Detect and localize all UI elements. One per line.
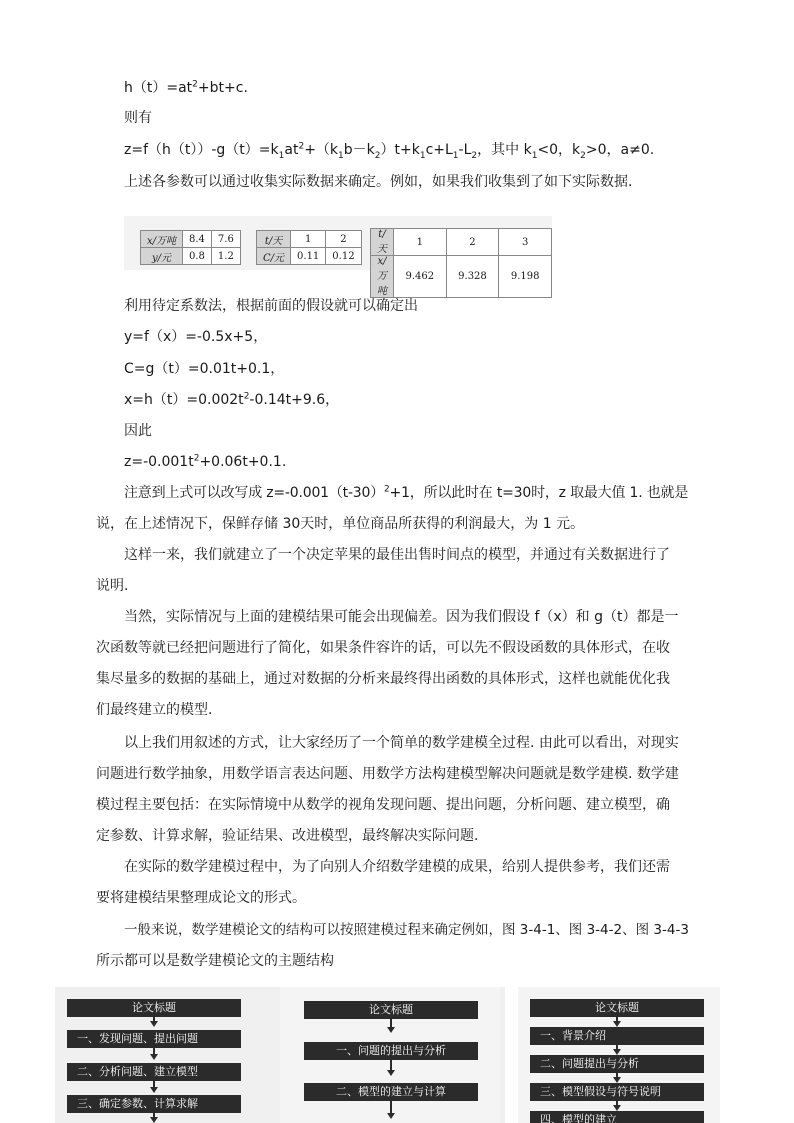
paragraph-paper: 在实际的数学建模过程中，为了向别人介绍数学建模的成果，给别人提供参考，我们还需 [124,859,670,875]
flow-box: 三、模型假设与符号说明 [530,1083,704,1101]
paragraph-summary: 以上我们用叙述的方式，让大家经历了一个简单的数学建模全过程. 由此可以看出，对现实 [124,735,679,751]
paragraph-method: 利用待定系数法，根据前面的假设就可以确定出 [124,298,418,314]
table-x-y [140,230,241,265]
flow-diagram-2 [280,987,500,1123]
flow-box: 一、发现问题、提出问题 [67,1030,241,1048]
equation-z: $z=-0.001t^2+0.06t+0.1$. [124,453,287,470]
formula-h: $h(t)=at^2+bt+c$. [124,79,248,96]
equation-x: $x=h(t)=0.002t^2-0.14t+9.6$， [124,391,340,408]
equation-c: C=g（t）=0.01t+0.1， [124,361,285,377]
paragraph-note-2: 说，在上述情况下，保鲜存储 30天时，单位商品所获得的利润最大，为 1 元。 [96,516,585,532]
table-cell: 3 [499,229,552,256]
paragraph-paper-2: 要将建模结果整理成论文的形式。 [96,890,306,906]
flow-box-title: 论文标题 [304,1001,478,1019]
table-header: x/万吨 [371,256,394,298]
table-cell: 1 [394,229,447,256]
paragraph-structure-2: 所示都可以是数学建模论文的主题结构 [96,953,334,969]
table-t-x [370,228,552,298]
table-header: y/元 [141,248,183,265]
table-header: x/万吨 [141,231,183,248]
down-arrow-icon [150,1117,158,1123]
table-header: C/元 [257,248,291,265]
paragraph-deviation-3: 集尽量多的数据的基础上，通过对数据的分析来最终得出函数的具体形式，这样也就能优化我 [96,671,670,687]
table-header: t/天 [371,229,394,256]
table-cell: 9.198 [499,256,552,298]
flow-box: 一、背景介绍 [530,1027,704,1045]
paragraph-deviation-2: 次函数等就已经把问题进行了简化，如果条件容许的话，可以先不假设函数的具体形式，在收 [96,640,670,656]
paragraph-structure: 一般来说，数学建模论文的结构可以按照建模过程来确定例如，图 3-4-1、图 3-4-2、图 3-4-3 [124,922,689,938]
table-cell: 1.2 [211,248,240,265]
table-cell: 0.11 [291,248,326,265]
table-cell: 0.12 [326,248,361,265]
flow-box: 三、确定参数、计算求解 [67,1095,241,1113]
flow-box: 二、问题提出与分析 [530,1055,704,1073]
table-cell: 2 [446,229,499,256]
table-t-c [256,230,362,265]
paragraph-deviation: 当然，实际情况与上面的建模结果可能会出现偏差。因为我们假设 f（x）和 g（t）都是一 [124,609,679,625]
down-arrow-icon [150,1054,158,1060]
therefore-label: 因此 [124,423,152,439]
flow-box: 二、分析问题、建立模型 [67,1063,241,1081]
paragraph-note: 注意到上式可以改写成 $z=-0.001(t-30)^2+1$，所以此时在 t=30时，z 取最大值 1. 也就是 [124,484,689,501]
table-header: t/天 [257,231,291,248]
paragraph-summary-2: 问题进行数学抽象，用数学语言表达问题、用数学方法构建模型解决问题就是数学建模. 数学建 [96,766,679,782]
down-arrow-icon [150,1087,158,1093]
equation-y: y=f（x）=-0.5x+5， [124,329,268,345]
paragraph-model: 这样一来，我们就建立了一个决定苹果的最佳出售时间点的模型，并通过有关数据进行了 [124,547,670,563]
paragraph-summary-4: 定参数、计算求解，验证结果、改进模型，最终解决实际问题. [96,828,479,844]
table-cell: 8.4 [183,231,212,248]
down-arrow-icon [387,1070,395,1076]
table-cell: 9.328 [446,256,499,298]
flow-box: 四、模型的建立 [530,1111,704,1123]
table-cell: 1 [291,231,326,248]
flow-box: 一、问题的提出与分析 [304,1042,478,1060]
paragraph-summary-3: 模过程主要包括：在实际情境中从数学的视角发现问题、提出问题，分析问题、建立模型，确 [96,797,670,813]
table-cell: 2 [326,231,361,248]
down-arrow-icon [387,1113,395,1119]
table-cell: 9.462 [394,256,447,298]
then-label: 则有 [124,110,152,126]
paragraph-params: 上述各参数可以通过收集实际数据来确定。例如，如果我们收集到了如下实际数据. [124,174,633,190]
down-arrow-icon [150,1021,158,1027]
paragraph-model-2: 说明. [96,578,129,594]
data-table-area [124,216,552,297]
formula-z: $z=f(h(t))-g(t)=k_1at^2+(k_1b-k_2)t+k_1c+L_1-L_2$，其中 $k_1<0$，$k_2>0$，a≠0. [124,141,655,161]
flow-box: 二、模型的建立与计算 [304,1083,478,1101]
flow-diagram-3 [518,987,720,1123]
paragraph-deviation-4: 们最终建立的模型. [96,702,213,718]
down-arrow-icon [387,1027,395,1033]
table-cell: 0.8 [183,248,212,265]
flow-box-title: 论文标题 [530,999,704,1017]
flow-box-title: 论文标题 [67,999,241,1017]
table-cell: 7.6 [211,231,240,248]
